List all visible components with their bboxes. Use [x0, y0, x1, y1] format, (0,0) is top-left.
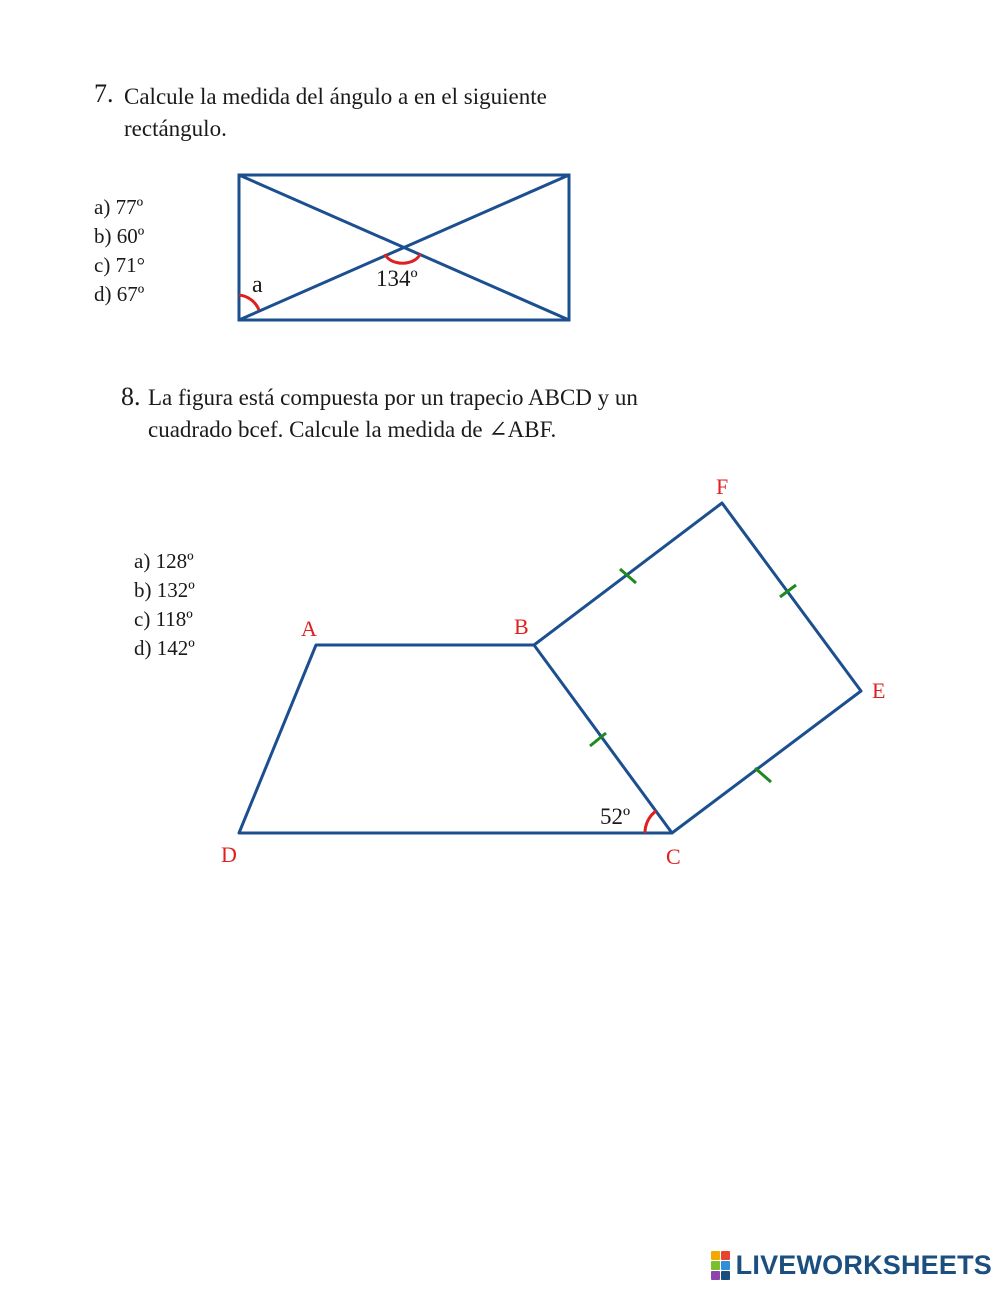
q8-number: 8.	[121, 382, 141, 411]
q8-option-c[interactable]: c) 118º	[134, 607, 193, 631]
liveworksheets-brand-text: LIVEWORKSHEETS	[735, 1250, 992, 1280]
q7-option-a[interactable]: a) 77º	[94, 195, 144, 219]
q8-option-d[interactable]: d) 142º	[134, 636, 195, 660]
q7-number: 7.	[94, 79, 114, 108]
q8-text-line1: La figura está compuesta por un trapecio ABCD y un	[148, 385, 638, 410]
q7-center-angle-arc	[385, 254, 420, 263]
q8-vertex-c-label: C	[666, 844, 681, 869]
liveworksheets-logo[interactable]	[711, 1250, 992, 1281]
q8-vertex-a-label: A	[301, 616, 317, 641]
liveworksheets-logo-icon	[711, 1251, 730, 1280]
q7-given-angle-label: 134º	[376, 266, 418, 291]
q8-text	[148, 382, 638, 446]
q8-given-angle-label: 52º	[600, 804, 631, 829]
q8-square-bfec	[534, 503, 861, 833]
q8-vertex-e-label: E	[872, 678, 886, 703]
q7-angle-a-label: a	[252, 272, 263, 298]
q7-rectangle-figure	[239, 175, 569, 320]
q7-option-d[interactable]: d) 67º	[94, 282, 145, 306]
q8-option-a[interactable]: a) 128º	[134, 549, 194, 573]
q8-option-b[interactable]: b) 132º	[134, 578, 195, 602]
q8-vertex-b-label: B	[514, 614, 529, 639]
q7-text-line2: rectángulo.	[124, 116, 227, 141]
q7-option-c[interactable]: c) 71°	[94, 253, 145, 277]
q8-figure	[239, 503, 861, 833]
q8-equal-side-ticks	[590, 569, 796, 782]
q8-options	[134, 547, 195, 663]
q8-text-line2: cuadrado bcef. Calcule la medida de ∠ABF.	[148, 417, 557, 442]
q8-tick-ec	[755, 768, 771, 782]
q8-vertex-d-label: D	[221, 842, 237, 867]
q7-option-b[interactable]: b) 60º	[94, 224, 145, 248]
q8-vertex-f-label: F	[716, 474, 729, 499]
q7-text-line1: Calcule la medida del ángulo a en el siguiente	[124, 84, 547, 109]
q8-angle-c-arc	[645, 811, 656, 833]
